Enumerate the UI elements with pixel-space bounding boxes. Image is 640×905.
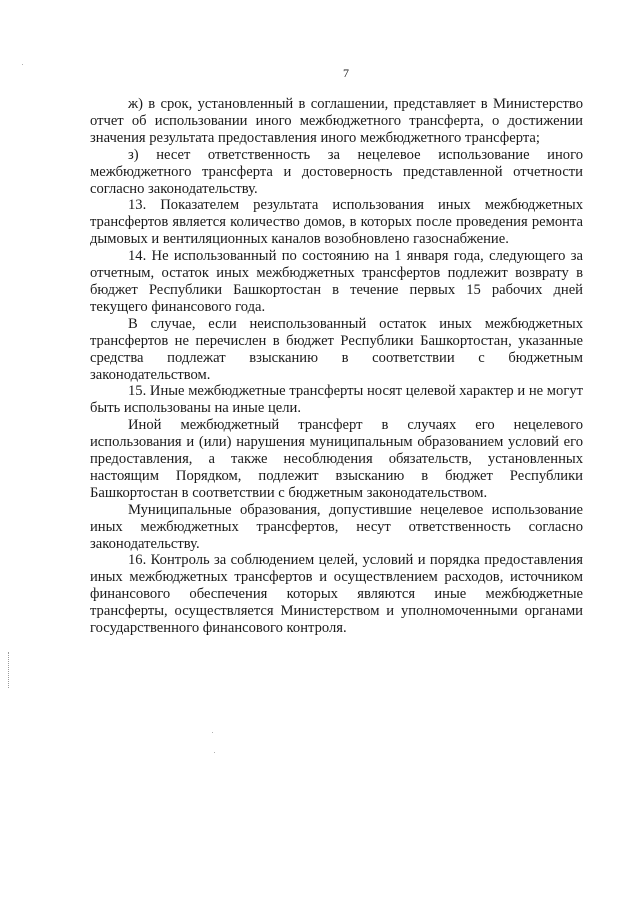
paragraph-13: 13. Показателем результата использования иных межбюджетных трансфертов является количество домов, в которых после проведения ремонта дымовых и вентиляционных каналов возобновлено газоснабжение.	[90, 197, 583, 248]
paragraph-zh: ж) в срок, установленный в соглашении, представляет в Министерство отчет об использовании иного межбюджетного трансферта, о достижении значения результата предоставления иного межбюджетного трансферта;	[90, 96, 583, 146]
paragraph-15-misuse-recovery: Иной межбюджетный трансферт в случаях его нецелевого использования и (или) нарушения муниципальным образованием условий его предоставления, а также несоблюдения обязательств, установленных настоящим Порядком, подлежит взысканию в бюджет Республики Башкортостан в соответствии с бюджетным законодательством.	[90, 417, 583, 501]
paragraph-15-municipal-liability: Муниципальные образования, допустившие нецелевое использование иных межбюджетных трансфертов, несут ответственность согласно законодательству.	[90, 501, 583, 552]
scan-artifact	[214, 752, 215, 753]
scan-artifact	[212, 732, 213, 733]
scan-artifact	[22, 64, 23, 65]
paragraph-14: 14. Не использованный по состоянию на 1 января года, следующего за отчетным, остаток иных межбюджетных трансфертов подлежит возврату в бюджет Республики Башкортостан в течение первых 15 рабочих дней текущего финансового года.	[90, 248, 583, 315]
page-number: 7	[343, 66, 349, 80]
scan-margin-mark	[8, 652, 11, 688]
document-body	[90, 96, 583, 637]
paragraph-16: 16. Контроль за соблюдением целей, условий и порядка предоставления иных межбюджетных трансфертов и осуществлением расходов, источником финансового обеспечения которых являются иные межбюджетные трансферты, осуществляется Министерством и уполномоченными органами государственного финансового контроля.	[90, 552, 583, 637]
paragraph-z: з) несет ответственность за нецелевое использование иного межбюджетного трансферта и достоверность представленной отчетности согласно законодательству.	[90, 146, 583, 197]
paragraph-14-unused-remainder: В случае, если неиспользованный остаток иных межбюджетных трансфертов не перечислен в бюджет Республики Башкортостан, указанные средства подлежат взысканию в соответствии с бюджетным законодательством.	[90, 315, 583, 383]
paragraph-15: 15. Иные межбюджетные трансферты носят целевой характер и не могут быть использованы на иные цели.	[90, 383, 583, 417]
